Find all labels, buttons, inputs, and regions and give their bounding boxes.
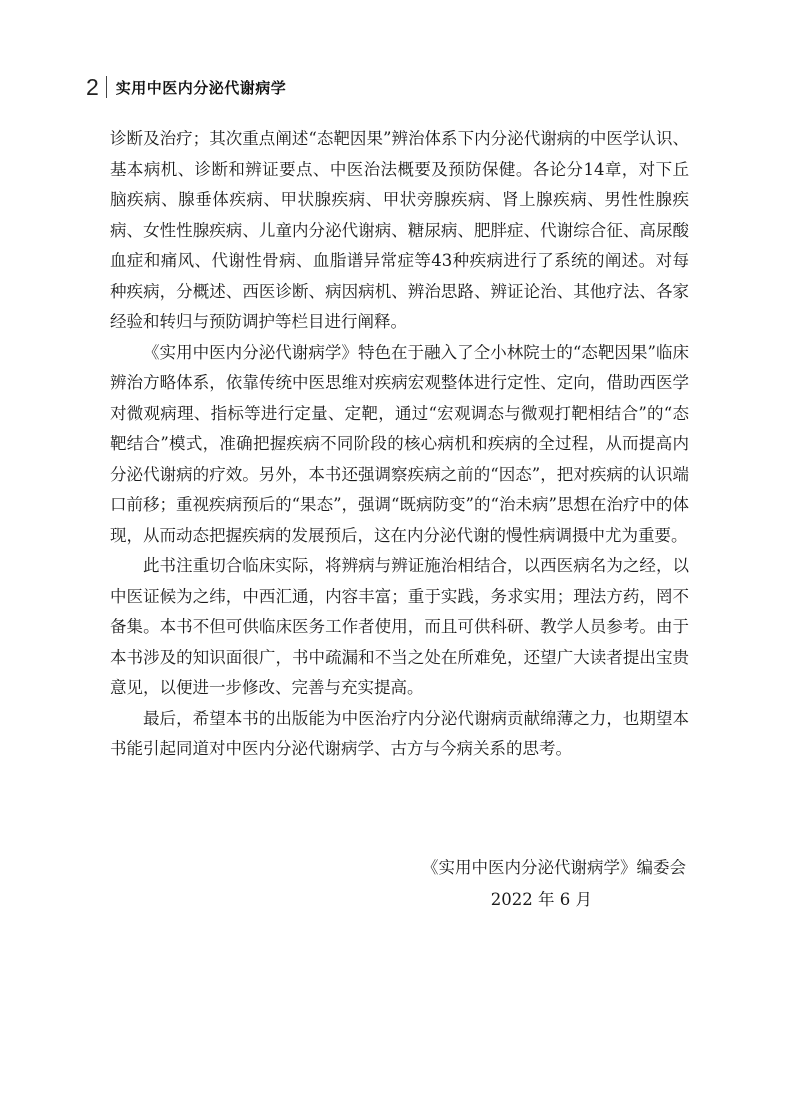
page-number: 2 (86, 74, 99, 100)
preface-body (110, 124, 689, 765)
header-divider (106, 76, 107, 98)
paragraph-3: 此书注重切合临床实际，将辨病与辨证施治相结合，以西医病名为之经，以中医证候为之纬，中西汇通，内容丰富；重于实践，务求实用；理法方药，罔不备集。本书不但可供临床医务工作者使用，而且可供科研、教学人员参考。由于本书涉及的知识面很广，书中疏漏和不当之处在所难免，还望广大读者提出宝贵意见，以便进一步修改、完善与充实提高。 (110, 556, 689, 697)
running-head (86, 72, 286, 102)
signature-editor: 《实用中医内分泌代谢病学》编委会 (422, 858, 686, 877)
signature-date: 2022 年 6 月 (490, 890, 592, 909)
paragraph-4: 最后，希望本书的出版能为中医治疗内分泌代谢病贡献绵薄之力，也期望本书能引起同道对中医内分泌代谢病学、古方与今病关系的思考。 (110, 708, 689, 758)
running-head-title: 实用中医内分泌代谢病学 (115, 78, 287, 97)
signature-block (422, 852, 686, 916)
paragraph-1: 诊断及治疗；其次重点阐述“态靶因果”辨治体系下内分泌代谢病的中医学认识、基本病机、诊断和辨证要点、中医治法概要及预防保健。各论分14章，对下丘脑疾病、腺垂体疾病、甲状腺疾病、甲状旁腺疾病、肾上腺疾病、男性性腺疾病、女性性腺疾病、儿童内分泌代谢病、糖尿病、肥胖症、代谢综合征、高尿酸血症和痛风、代谢性骨病、血脂谱异常症等43种疾病进行了系统的阐述。对每种疾病，分概述、西医诊断、病因病机、辨治思路、辨证论治、其他疗法、各家经验和转归与预防调护等栏目进行阐释。 (110, 129, 689, 331)
paragraph-2: 《实用中医内分泌代谢病学》特色在于融入了仝小林院士的“态靶因果”临床辨治方略体系，依靠传统中医思维对疾病宏观整体进行定性、定向，借助西医学对微观病理、指标等进行定量、定靶，通过“宏观调态与微观打靶相结合”的“态靶结合”模式，准确把握疾病不同阶段的核心病机和疾病的全过程，从而提高内分泌代谢病的疗效。另外，本书还强调察疾病之前的“因态”，把对疾病的认识端口前移；重视疾病预后的“果态”，强调“既病防变”的“治未病”思想在治疗中的体现，从而动态把握疾病的发展预后，这在内分泌代谢的慢性病调摄中尤为重要。 (110, 342, 689, 545)
